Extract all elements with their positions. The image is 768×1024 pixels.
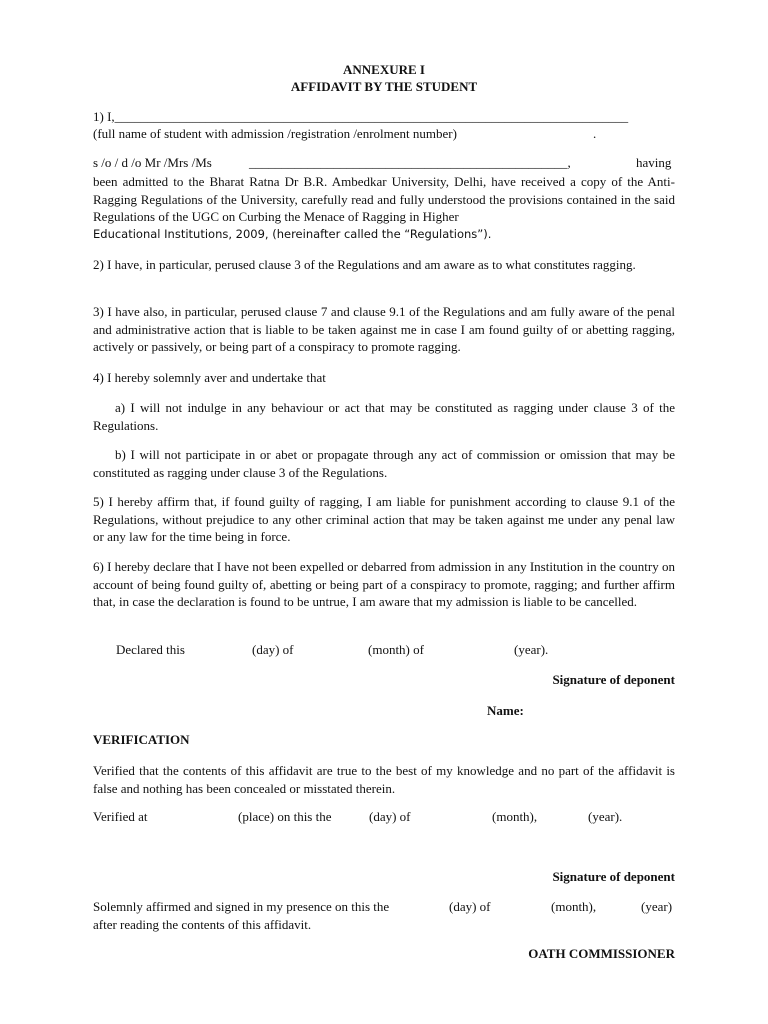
item-1-dot: . — [593, 126, 597, 141]
verified-place: (place) on this the — [238, 809, 332, 824]
admission-paragraph — [93, 173, 675, 226]
declared-month: (month) of — [368, 642, 424, 657]
item-4-text: 4) I hereby solemnly aver and undertake that — [93, 370, 326, 385]
item-4b — [93, 446, 675, 481]
verification-paragraph — [93, 762, 675, 797]
solemn-text: Solemnly affirmed and signed in my presence on this the — [93, 899, 390, 914]
declared-day: (day) of — [252, 642, 294, 657]
item-4a-text: a) I will not indulge in any behaviour or act that may be constituted as ragging under clause 3 of the Regulations. — [93, 400, 675, 433]
solemn-year: (year) — [641, 899, 673, 914]
oath-commissioner: OATH COMMISSIONER — [528, 946, 675, 961]
item-3 — [93, 303, 675, 356]
signature-of-deponent-1: Signature of deponent — [552, 672, 675, 687]
item-4b-text: b) I will not participate in or abet or propagate through any act of commission or omission that may be constituted as ragging under clause 3 of the Regulations. — [93, 447, 675, 480]
item-1-name-line: 1) I,_______________________________________________________________________________ — [93, 109, 629, 124]
solemn-day: (day) of — [449, 899, 491, 914]
solemn-line-2: after reading the contents of this affidavit. — [93, 917, 312, 932]
item-1-instruction: (full name of student with admission /registration /enrolment number) — [93, 126, 457, 141]
item-5 — [93, 493, 675, 546]
verification-heading: VERIFICATION — [93, 732, 190, 747]
affidavit-title: AFFIDAVIT BY THE STUDENT — [290, 79, 478, 94]
item-6-text: 6) I hereby declare that I have not been expelled or debarred from admission in any Institution in the country on account of being found guilty of, abetting or being part of a conspiracy to promote, ragging; and further affirm that, in case the declaration is found to be untrue, I am aware that my admission is liable to be cancelled. — [93, 559, 675, 610]
parent-name-blank: _________________________________________________, — [249, 155, 571, 170]
item-2-text: 2) I have, in particular, perused clause 3 of the Regulations and am aware as to what constitutes ragging. — [93, 257, 636, 272]
admission-last-line: Educational Institutions, 2009, (hereinafter called the “Regulations”). — [93, 227, 492, 241]
declared-label: Declared this — [116, 642, 185, 657]
item-3-text: 3) I have also, in particular, perused clause 7 and clause 9.1 of the Regulations and am fully aware of the penal and administrative action that is liable to be taken against me in case I am found guilty of or abetting ragging, actively or passively, or being part of a conspiracy to promote ragging. — [93, 304, 675, 355]
verification-text: Verified that the contents of this affidavit are true to the best of my knowledge and no part of the affidavit is false and nothing has been concealed or misstated therein. — [93, 763, 675, 796]
solemn-month: (month), — [551, 899, 597, 914]
admission-text: been admitted to the Bharat Ratna Dr B.R. Ambedkar University, Delhi, have received a copy of the Anti-Ragging Regulations of the University, carefully read and fully understood the provisions contained in the said Regulations of the UGC on Curbing the Menace of Ragging in Higher — [93, 174, 675, 225]
signature-of-deponent-2: Signature of deponent — [552, 869, 675, 884]
parent-name-label: s /o / d /o Mr /Mrs /Ms — [93, 155, 212, 170]
item-5-text: 5) I hereby affirm that, if found guilty of ragging, I am liable for punishment according to clause 9.1 of the Regulations, without prejudice to any other criminal action that may be taken against me under any penal law or any law for the time being in force. — [93, 494, 675, 545]
item-6 — [93, 558, 675, 611]
verified-year: (year). — [588, 809, 623, 824]
name-label: Name: — [487, 703, 524, 718]
verified-month: (month), — [492, 809, 538, 824]
declared-year: (year). — [514, 642, 549, 657]
verified-at-label: Verified at — [93, 809, 148, 824]
verified-day: (day) of — [369, 809, 411, 824]
item-4a — [93, 399, 675, 434]
having-word: having — [636, 155, 672, 170]
item-2 — [93, 256, 675, 274]
annexure-heading: ANNEXURE I — [343, 62, 425, 77]
